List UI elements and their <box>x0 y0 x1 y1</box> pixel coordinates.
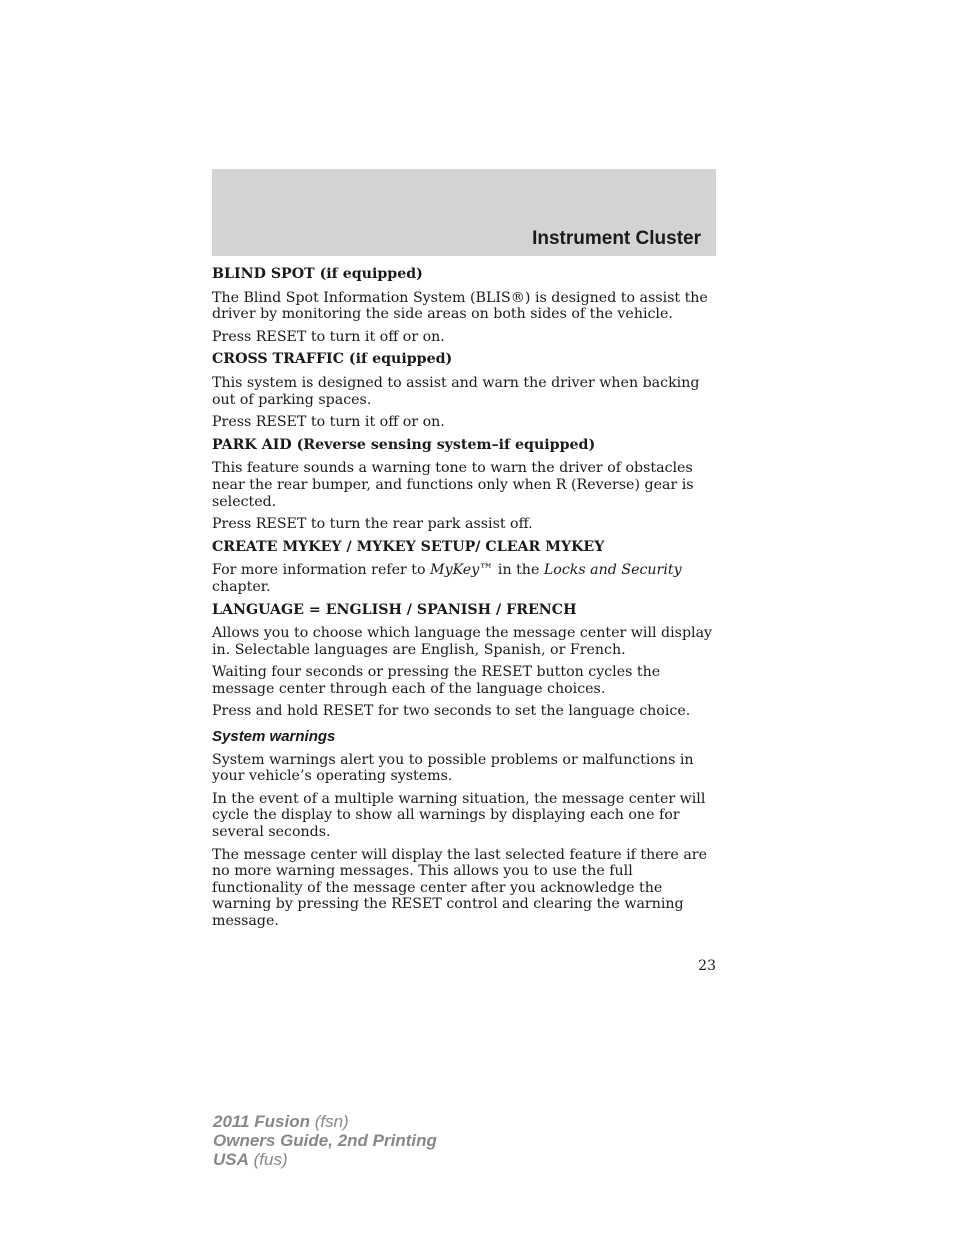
mykey-ref-term: MyKey™ <box>430 562 494 579</box>
blind-spot-heading: BLIND SPOT (if equipped) <box>212 266 423 282</box>
language-description: Allows you to choose which language the message center will display in. Selectable languages are English, Spanish, or French. <box>212 625 713 658</box>
mykey-reference <box>212 562 716 595</box>
cross-traffic-instruction: Press RESET to turn it off or on. <box>212 414 445 431</box>
language-heading: LANGUAGE = ENGLISH / SPANISH / FRENCH <box>212 601 577 618</box>
blind-spot-description: The Blind Spot Information System (BLIS®) is designed to assist the driver by monitoring the side areas on both sides of the vehicle. <box>212 289 708 323</box>
footer-market-code: (fus) <box>248 1150 288 1169</box>
footer-line-model <box>213 1112 437 1131</box>
footer-model: 2011 Fusion <box>213 1112 310 1131</box>
system-warnings-intro: System warnings alert you to possible problems or malfunctions in your vehicle’s operating systems. <box>212 751 694 785</box>
cross-traffic-description: This system is designed to assist and warn the driver when backing out of parking spaces. <box>212 374 700 408</box>
mykey-heading: CREATE MYKEY / MYKEY SETUP/ CLEAR MYKEY <box>212 538 605 555</box>
section-header-band <box>212 169 716 256</box>
footer-model-code: (fsn) <box>310 1112 349 1131</box>
footer-line-market <box>213 1150 437 1169</box>
park-aid-heading: PARK AID (Reverse sensing system–if equipped) <box>212 436 596 453</box>
system-warnings-subheading: System warnings <box>212 728 336 746</box>
section-title: Instrument Cluster <box>532 228 701 249</box>
page-number: 23 <box>698 958 716 974</box>
footer-line-guide <box>213 1131 437 1150</box>
park-aid-description: This feature sounds a warning tone to warn the driver of obstacles near the rear bumper, and functions only when R (Reverse) gear is selected. <box>212 460 694 510</box>
footer-guide: Owners Guide, 2nd Printing <box>213 1131 437 1150</box>
page-content <box>212 266 716 936</box>
cross-traffic-heading: CROSS TRAFFIC (if equipped) <box>212 351 453 368</box>
mykey-ref-text-c: in the <box>493 562 544 579</box>
language-set-instruction: Press and hold RESET for two seconds to set the language choice. <box>212 703 691 720</box>
mykey-ref-chapter: Locks and Security <box>543 562 682 579</box>
language-cycle-instruction: Waiting four seconds or pressing the RESET button cycles the message center through each of the language choices. <box>212 664 661 697</box>
park-aid-instruction: Press RESET to turn the rear park assist off. <box>212 516 533 533</box>
mykey-ref-text-a: For more information refer to <box>212 562 431 579</box>
footer-market: USA <box>213 1150 249 1169</box>
blind-spot-instruction: Press RESET to turn it off or on. <box>212 328 445 345</box>
document-footer <box>213 1112 437 1169</box>
mykey-ref-text-e: chapter. <box>212 578 271 595</box>
system-warnings-multiple: In the event of a multiple warning situation, the message center will cycle the display to show all warnings by displaying each one for several seconds. <box>212 790 706 841</box>
system-warnings-last-feature: The message center will display the last selected feature if there are no more warning messages. This allows you to use the full functionality of the message center after you acknowledge the warning by pressing the RESET control and clearing the warning message. <box>212 846 707 929</box>
